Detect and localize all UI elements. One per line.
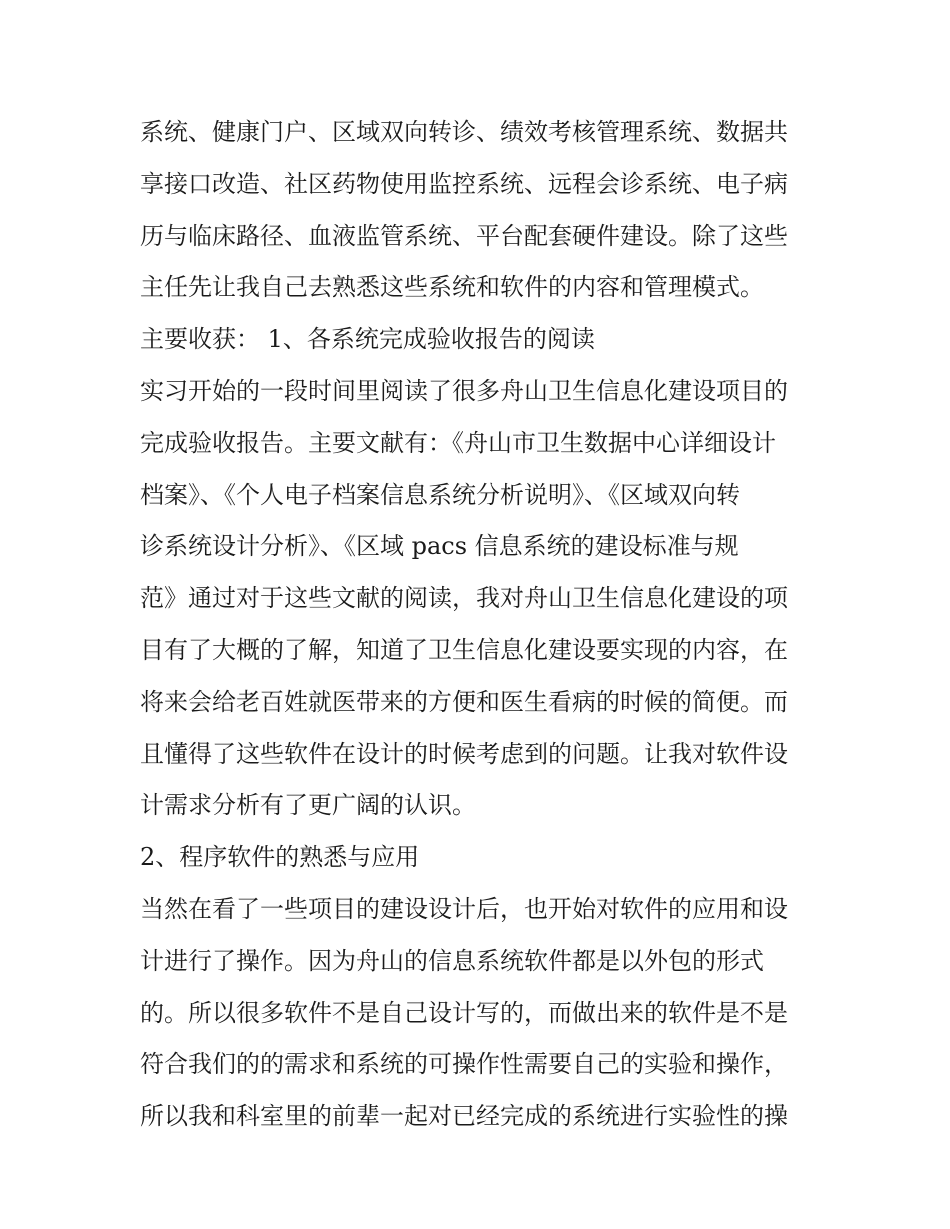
text-line: 目有了大概的了解，知道了卫生信息化建设要实现的内容，在 <box>140 635 788 664</box>
text-line: 所以我和科室里的前辈一起对已经完成的系统进行实验性的操 <box>140 1102 788 1131</box>
text-line: 实习开始的一段时间里阅读了很多舟山卫生信息化建设项目的 <box>140 376 788 405</box>
text-line: 诊系统设计分析》、《区域 pacs 信息系统的建设标准与规 <box>140 532 739 561</box>
text-line: 的。所以很多软件不是自己设计写的，而做出来的软件是不是 <box>140 998 788 1027</box>
document-body <box>140 107 820 1143</box>
text-line: 且懂得了这些软件在设计的时候考虑到的问题。让我对软件设 <box>140 739 788 768</box>
text-line: 档案》、《个人电子档案信息系统分析说明》、《区域双向转 <box>140 480 740 509</box>
text-line: 系统、健康门户、区域双向转诊、绩效考核管理系统、数据共 <box>140 118 788 146</box>
text-line: 享接口改造、社区药物使用监控系统、远程会诊系统、电子病 <box>140 169 788 198</box>
text-line: 符合我们的的需求和系统的可操作性需要自己的实验和操作， <box>140 1050 788 1079</box>
text-line: 完成验收报告。主要文献有：《舟山市卫生数据中心详细设计 <box>140 428 776 457</box>
text-line: 历与临床路径、血液监管系统、平台配套硬件建设。除了这些 <box>140 221 788 250</box>
text-line: 当然在看了一些项目的建设设计后，也开始对软件的应用和设 <box>140 894 788 923</box>
text-line: 将来会给老百姓就医带来的方便和医生看病的时候的简便。而 <box>140 687 788 716</box>
section-heading: 主要收获： 1、各系统完成验收报告的阅读 <box>140 325 595 354</box>
text-line: 范》通过对于这些文献的阅读，我对舟山卫生信息化建设的项 <box>140 584 788 613</box>
section-heading: 2、程序软件的熟悉与应用 <box>140 843 420 872</box>
text-line: 计进行了操作。因为舟山的信息系统软件都是以外包的形式 <box>140 946 764 975</box>
text-line: 主任先让我自己去熟悉这些系统和软件的内容和管理模式。 <box>140 273 764 302</box>
text-line: 计需求分析有了更广阔的认识。 <box>140 791 476 820</box>
